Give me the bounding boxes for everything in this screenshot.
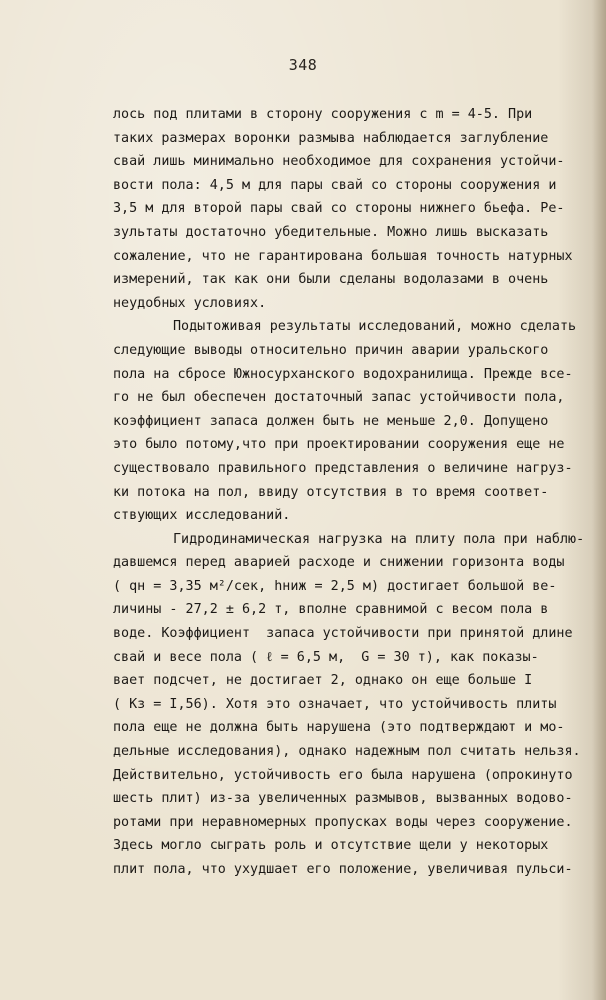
text-line: Подытоживая результаты исследований, можно сделать	[173, 319, 577, 335]
text-line: зультаты достаточно убедительные. Можно лишь высказать	[113, 224, 549, 240]
text-line: таких размерах воронки размыва наблюдается заглубление	[113, 130, 549, 146]
page-edge-shadow	[592, 0, 606, 1000]
text-line: измерений, так как они были сделаны водолазами в очень	[113, 272, 549, 288]
text-line: существовало правильного представления о величине нагруз-	[113, 460, 573, 476]
text-line: свай и весе пола ( ℓ = 6,5 м, G = 30 т), как показы-	[113, 649, 539, 665]
text-line: коэффициент запаса должен быть не меньше 2,0. Допущено	[113, 413, 549, 429]
text-line: 3,5 м для второй пары свай со стороны нижнего бьефа. Ре-	[113, 201, 565, 217]
text-line: Здесь могло сыграть роль и отсутствие щели у некоторых	[113, 838, 549, 854]
text-line: плит пола, что ухудшает его положение, увеличивая пульси-	[113, 862, 573, 877]
text-line: сожаление, что не гарантирована большая точность натурных	[113, 248, 573, 264]
text-line: ки потока на пол, ввиду отсутствия в то время соответ-	[113, 484, 549, 500]
text-line: шесть плит) из-за увеличенных размывов, вызванных водово-	[113, 791, 573, 807]
text-line: вает подсчет, не достигает 2, однако он еще больше I	[113, 673, 533, 689]
page-number: 348	[288, 56, 318, 74]
text-line: следующие выводы относительно причин аварии уральского	[113, 342, 549, 358]
text-line: свай лишь минимально необходимое для сохранения устойчи-	[113, 154, 565, 170]
text-line: пола на сбросе Южносурханского водохранилища. Прежде все-	[113, 366, 573, 382]
text-line: ( Kз = I,56). Хотя это означает, что устойчивость плиты	[113, 696, 557, 712]
text-line: ( qн = 3,35 м²/сек, hниж = 2,5 м) достигает большой ве-	[113, 578, 557, 594]
text-line: давшемся перед аварией расходе и снижении горизонта воды	[113, 555, 565, 571]
text-line: пола еще не должна быть нарушена (это подтверждают и мо-	[113, 720, 565, 736]
text-line: ротами при неравномерных пропусках воды через сооружение.	[113, 814, 573, 830]
text-line: Действительно, устойчивость его была нарушена (опрокинуто	[113, 767, 573, 783]
text-line: ствующих исследований.	[113, 508, 291, 524]
body-text	[113, 103, 593, 882]
text-line: воде. Коэффициент запаса устойчивости при принятой длине	[113, 626, 573, 642]
text-line: это было потому,что при проектировании сооружения еще не	[113, 437, 565, 453]
text-line: личины - 27,2 ± 6,2 т, вполне сравнимой с весом пола в	[113, 602, 549, 618]
text-line: Гидродинамическая нагрузка на плиту пола при наблю-	[173, 531, 585, 547]
text-line: вости пола: 4,5 м для пары свай со стороны сооружения и	[113, 177, 557, 193]
text-line: дельные исследования), однако надежным пол считать нельзя.	[113, 744, 581, 760]
text-line: лось под плитами в сторону сооружения с m = 4-5. При	[113, 107, 533, 122]
text-line: го не был обеспечен достаточный запас устойчивости пола,	[113, 390, 565, 406]
text-line: неудобных условиях.	[113, 295, 267, 311]
